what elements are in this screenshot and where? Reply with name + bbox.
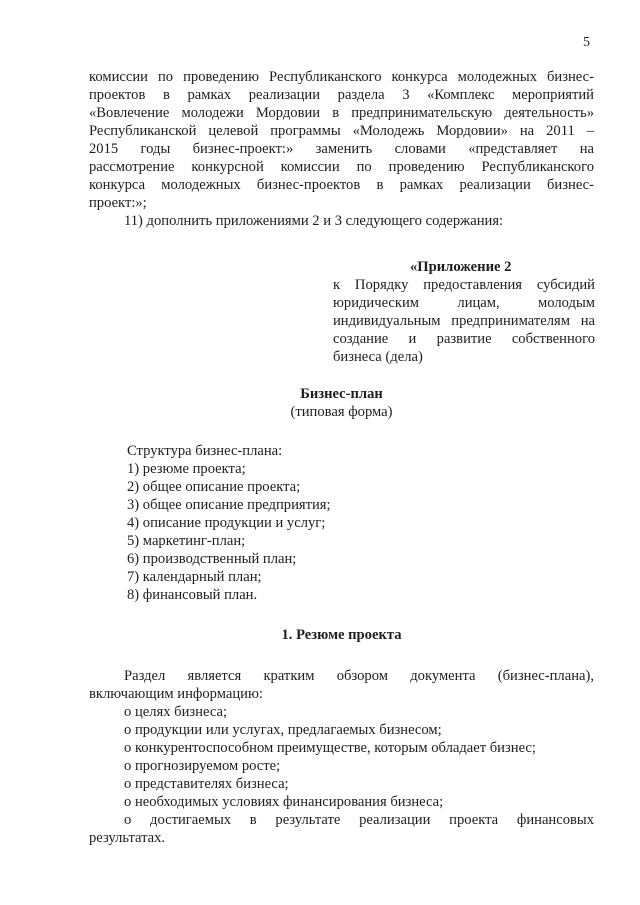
list-item: о необходимых условиях финансирования бизнеса; (124, 794, 444, 810)
list-item: 8) финансовый план. (127, 587, 258, 603)
section-1-last (89, 811, 594, 847)
item-11-text: 11) дополнить приложениями 2 и 3 следующего содержания: (124, 213, 504, 229)
text-line: о достигаемых в результате реализации проекта финансовых (124, 812, 594, 828)
list-item: о продукции или услугах, предлагаемых бизнесом; (124, 722, 442, 738)
appendix-line: юридическим лицам, молодым (333, 295, 595, 311)
list-item: 1) резюме проекта; (127, 461, 246, 477)
paragraph-commission (89, 68, 594, 212)
appendix-line: создание и развитие собственного (333, 331, 595, 347)
page-number: 5 (583, 35, 590, 50)
text-line: рассмотрение конкурсной комиссии по проведению Республиканского (89, 159, 594, 175)
text-line: 2015 годы бизнес-проект:» заменить словами «представляет на (89, 141, 594, 157)
appendix-line: индивидуальным предпринимателям на (333, 313, 595, 329)
list-item: 4) описание продукции и услуг; (127, 515, 326, 531)
text-line: проектов в рамках реализации раздела 3 «Комплекс мероприятий (89, 87, 594, 103)
business-plan-heading (89, 385, 594, 421)
appendix-line: к Порядку предоставления субсидий (333, 277, 595, 293)
text-line: «Вовлечение молодежи Мордовии в предпринимательскую деятельность» (89, 105, 594, 121)
section-1-title (89, 626, 594, 644)
text-line: проект:»; (89, 195, 147, 211)
appendix-title: «Приложение 2 (410, 259, 512, 275)
appendix-line: бизнеса (дела) (333, 349, 423, 365)
list-item: 3) общее описание предприятия; (127, 497, 331, 513)
list-item: 2) общее описание проекта; (127, 479, 301, 495)
paragraph-item-11 (89, 212, 594, 230)
appendix-header (333, 258, 595, 366)
list-item: о целях бизнеса; (124, 704, 228, 720)
structure-list (127, 442, 597, 604)
text-line: результатах. (89, 830, 166, 846)
heading-subtitle: (типовая форма) (290, 404, 393, 420)
section-1-items (124, 703, 594, 811)
text-line: конкурса молодежных бизнес-проектов в рамках реализации бизнес- (89, 177, 594, 193)
list-item: 6) производственный план; (127, 551, 297, 567)
section-1-intro (89, 667, 594, 703)
text-line: Раздел является кратким обзором документа (бизнес-плана), (124, 668, 594, 684)
list-item: 7) календарный план; (127, 569, 262, 585)
list-item: о представителях бизнеса; (124, 776, 289, 792)
text-line: комиссии по проведению Республиканского конкурса молодежных бизнес- (89, 69, 594, 85)
structure-label: Структура бизнес-плана: (127, 443, 283, 459)
text-line: Республиканской целевой программы «Молодежь Мордовии» на 2011 – (89, 123, 594, 139)
list-item: 5) маркетинг-план; (127, 533, 246, 549)
text-line: включающим информацию: (89, 686, 263, 702)
list-item: о прогнозируемом росте; (124, 758, 281, 774)
section-title-text: 1. Резюме проекта (281, 627, 402, 643)
heading-title: Бизнес-план (300, 386, 383, 402)
list-item: о конкурентоспособном преимуществе, которым обладает бизнес; (124, 740, 536, 756)
